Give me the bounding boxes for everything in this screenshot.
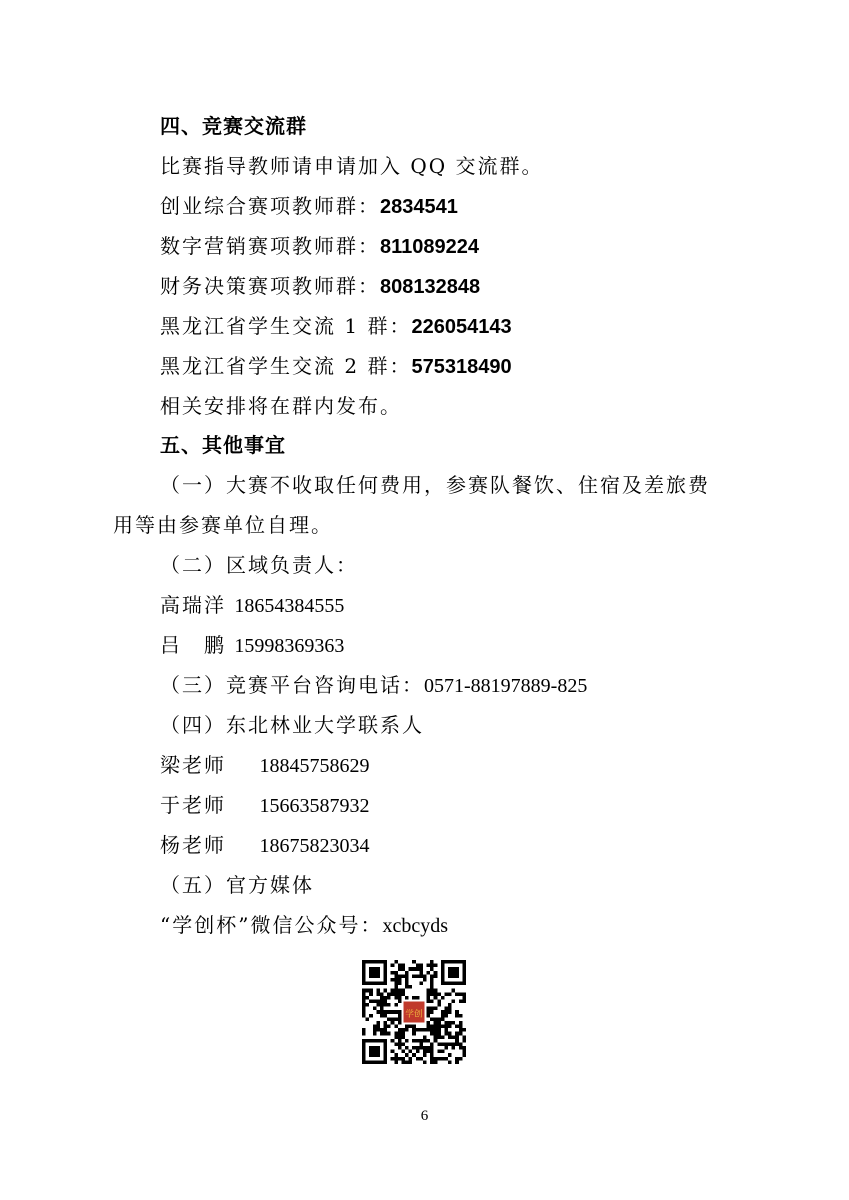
group-label: 财务决策赛项教师群： xyxy=(160,274,380,298)
university-contact-row xyxy=(160,832,369,859)
group-row xyxy=(160,313,512,340)
group-number: 811089224 xyxy=(380,236,480,258)
group-label: 黑龙江省学生交流 1 群： xyxy=(160,314,412,338)
wechat-id: xcbcyds xyxy=(382,915,448,937)
group-label: 黑龙江省学生交流 2 群： xyxy=(160,354,412,378)
contact-phone: 18675823034 xyxy=(259,835,370,857)
group-number: 226054143 xyxy=(411,316,512,338)
contact-phone: 15998369363 xyxy=(234,635,345,657)
section-five-title: 五、其他事宜 xyxy=(160,433,286,457)
group-label: 数字营销赛项教师群： xyxy=(160,234,380,258)
contact-name: 杨老师 xyxy=(160,833,226,857)
contact-name: 高瑞洋 xyxy=(160,593,226,617)
item-three-label: （三）竞赛平台咨询电话： xyxy=(160,673,424,697)
item-three-row xyxy=(160,672,587,699)
qr-code-image xyxy=(362,960,466,1064)
group-row xyxy=(160,193,458,220)
section-four-title: 四、竞赛交流群 xyxy=(160,114,307,138)
group-number: 575318490 xyxy=(411,356,512,378)
contact-name: 于老师 xyxy=(160,793,226,817)
page-number: 6 xyxy=(420,1108,429,1124)
platform-phone: 0571-88197889-825 xyxy=(424,675,588,697)
section-four-intro: 比赛指导教师请申请加入 QQ 交流群。 xyxy=(160,154,544,178)
wechat-row xyxy=(160,912,448,939)
university-contact-row xyxy=(160,752,369,779)
group-row xyxy=(160,273,480,300)
qr-logo-text: 学创 xyxy=(405,1009,423,1020)
contact-name: 吕 鹏 xyxy=(160,633,226,657)
contact-phone: 18654384555 xyxy=(234,595,345,617)
group-label: 创业综合赛项教师群： xyxy=(160,194,380,218)
contact-name: 梁老师 xyxy=(160,753,226,777)
item-five-title: （五）官方媒体 xyxy=(160,873,314,897)
group-number: 2834541 xyxy=(380,196,458,218)
item-one-line1: （一）大赛不收取任何费用，参赛队餐饮、住宿及差旅费 xyxy=(160,473,710,497)
group-number: 808132848 xyxy=(380,276,481,298)
university-contact-row xyxy=(160,792,369,819)
regional-contact-row xyxy=(160,592,344,619)
item-one-line2: 用等由参赛单位自理。 xyxy=(113,513,333,537)
group-row xyxy=(160,353,512,380)
item-four-title: （四）东北林业大学联系人 xyxy=(160,713,424,737)
contact-phone: 15663587932 xyxy=(259,795,370,817)
item-two-title: （二）区域负责人： xyxy=(160,553,358,577)
wechat-label: “学创杯”微信公众号： xyxy=(160,913,383,937)
contact-phone: 18845758629 xyxy=(259,755,370,777)
group-row xyxy=(160,233,479,260)
section-four-note: 相关安排将在群内发布。 xyxy=(160,394,402,418)
regional-contact-row xyxy=(160,632,344,659)
